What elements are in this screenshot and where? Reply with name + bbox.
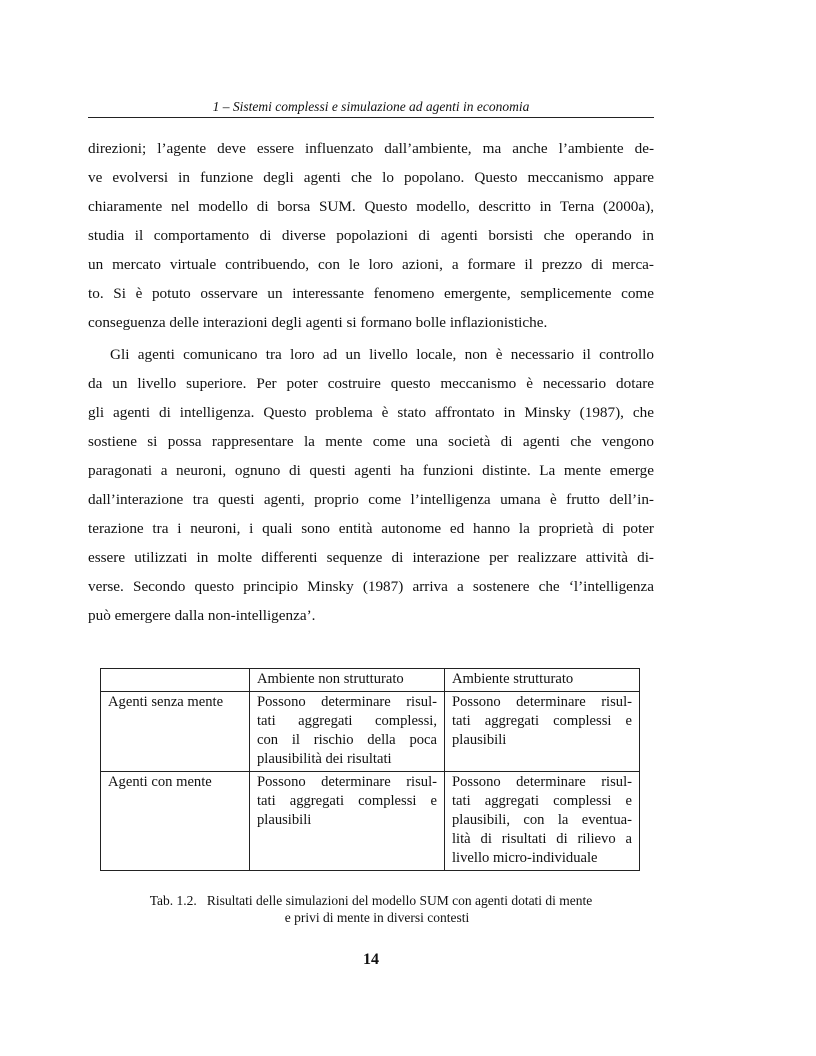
table-header-cell: Ambiente non strutturato [250,669,445,692]
cell-line: con il rischio della poca [257,732,437,748]
caption-line: Tab. 1.2. Risultati delle simulazioni del modello SUM con agenti dotati di mente [149,893,593,908]
cell-line: lità di risultati di rilievo a [452,831,632,847]
text-line: sostiene si possa rappresentare la mente come una società di agenti che vengono [88,433,654,450]
row-label: Agenti senza mente [101,692,250,772]
cell-line: tati aggregati complessi e [452,793,632,809]
text-line: to. Si è potuto osservare un interessante fenomeno emergente, semplicemente come [88,285,654,302]
cell-line: Possono determinare risul- [452,774,632,790]
text-line: verse. Secondo questo principio Minsky (1987) arriva a sostenere che ‘l’intelligenza [88,578,654,595]
cell-line: tati aggregati complessi e [452,713,632,729]
cell-line: Possono determinare risul- [452,694,632,710]
paragraph-2 [88,340,654,630]
table-cell [250,692,445,772]
text-line: conseguenza delle interazioni degli agenti si formano bolle inflazionistiche. [88,314,548,331]
row-label: Agenti con mente [101,772,250,871]
cell-line: livello micro-individuale [452,850,598,866]
text-line: ve evolversi in funzione degli agenti che lo popolano. Questo meccanismo appare [88,169,654,186]
cell-line: plausibilità dei risultati [257,751,392,767]
text-line: direzioni; l’agente deve essere influenzato dall’ambiente, ma anche l’ambiente de- [88,140,654,157]
running-header: 1 – Sistemi complessi e simulazione ad agenti in economia [212,99,530,114]
table-header-cell [101,669,250,692]
cell-line: tati aggregati complessi e [257,793,437,809]
table-header-row [101,669,640,692]
table-header-cell: Ambiente strutturato [445,669,640,692]
text-line: può emergere dalla non-intelligenza’. [88,607,316,624]
cell-line: plausibili [257,812,312,828]
text-line: chiaramente nel modello di borsa SUM. Questo modello, descritto in Terna (2000a), [88,198,654,215]
text-line: da un livello superiore. Per poter costruire questo meccanismo è necessario dotare [88,375,654,392]
text-line: essere utilizzati in molte differenti sequenze di interazione per realizzare attività di- [88,549,654,566]
table-cell [250,772,445,871]
table-caption [88,892,654,926]
table-cell [445,692,640,772]
cell-line: plausibili, con la eventua- [452,812,632,828]
cell-line: Possono determinare risul- [257,774,437,790]
text-line: dall’interazione tra questi agenti, proprio come l’intelligenza umana è frutto dell’in- [88,491,654,508]
results-table [100,668,640,871]
text-line: studia il comportamento di diverse popolazioni di agenti borsisti che operando in [88,227,654,244]
table-cell [445,772,640,871]
paragraph-1 [88,134,654,337]
page-number: 14 [363,951,379,968]
cell-line: plausibili [452,732,507,748]
cell-line: tati aggregati complessi, [257,713,437,729]
table-row [101,692,640,772]
text-line: un mercato virtuale contribuendo, con le loro azioni, a formare il prezzo di merca- [88,256,654,273]
caption-line: e privi di mente in diversi contesti [284,910,470,925]
text-line: Gli agenti comunicano tra loro ad un livello locale, non è necessario il controllo [110,346,654,363]
text-line: paragonati a neuroni, ognuno di questi agenti ha funzioni distinte. La mente emerge [88,462,654,479]
text-line: gli agenti di intelligenza. Questo problema è stato affrontato in Minsky (1987), che [88,404,654,421]
table-row [101,772,640,871]
cell-line: Possono determinare risul- [257,694,437,710]
text-line: terazione tra i neuroni, i quali sono entità autonome ed hanno la proprietà di poter [88,520,654,537]
header-rule [88,117,654,118]
